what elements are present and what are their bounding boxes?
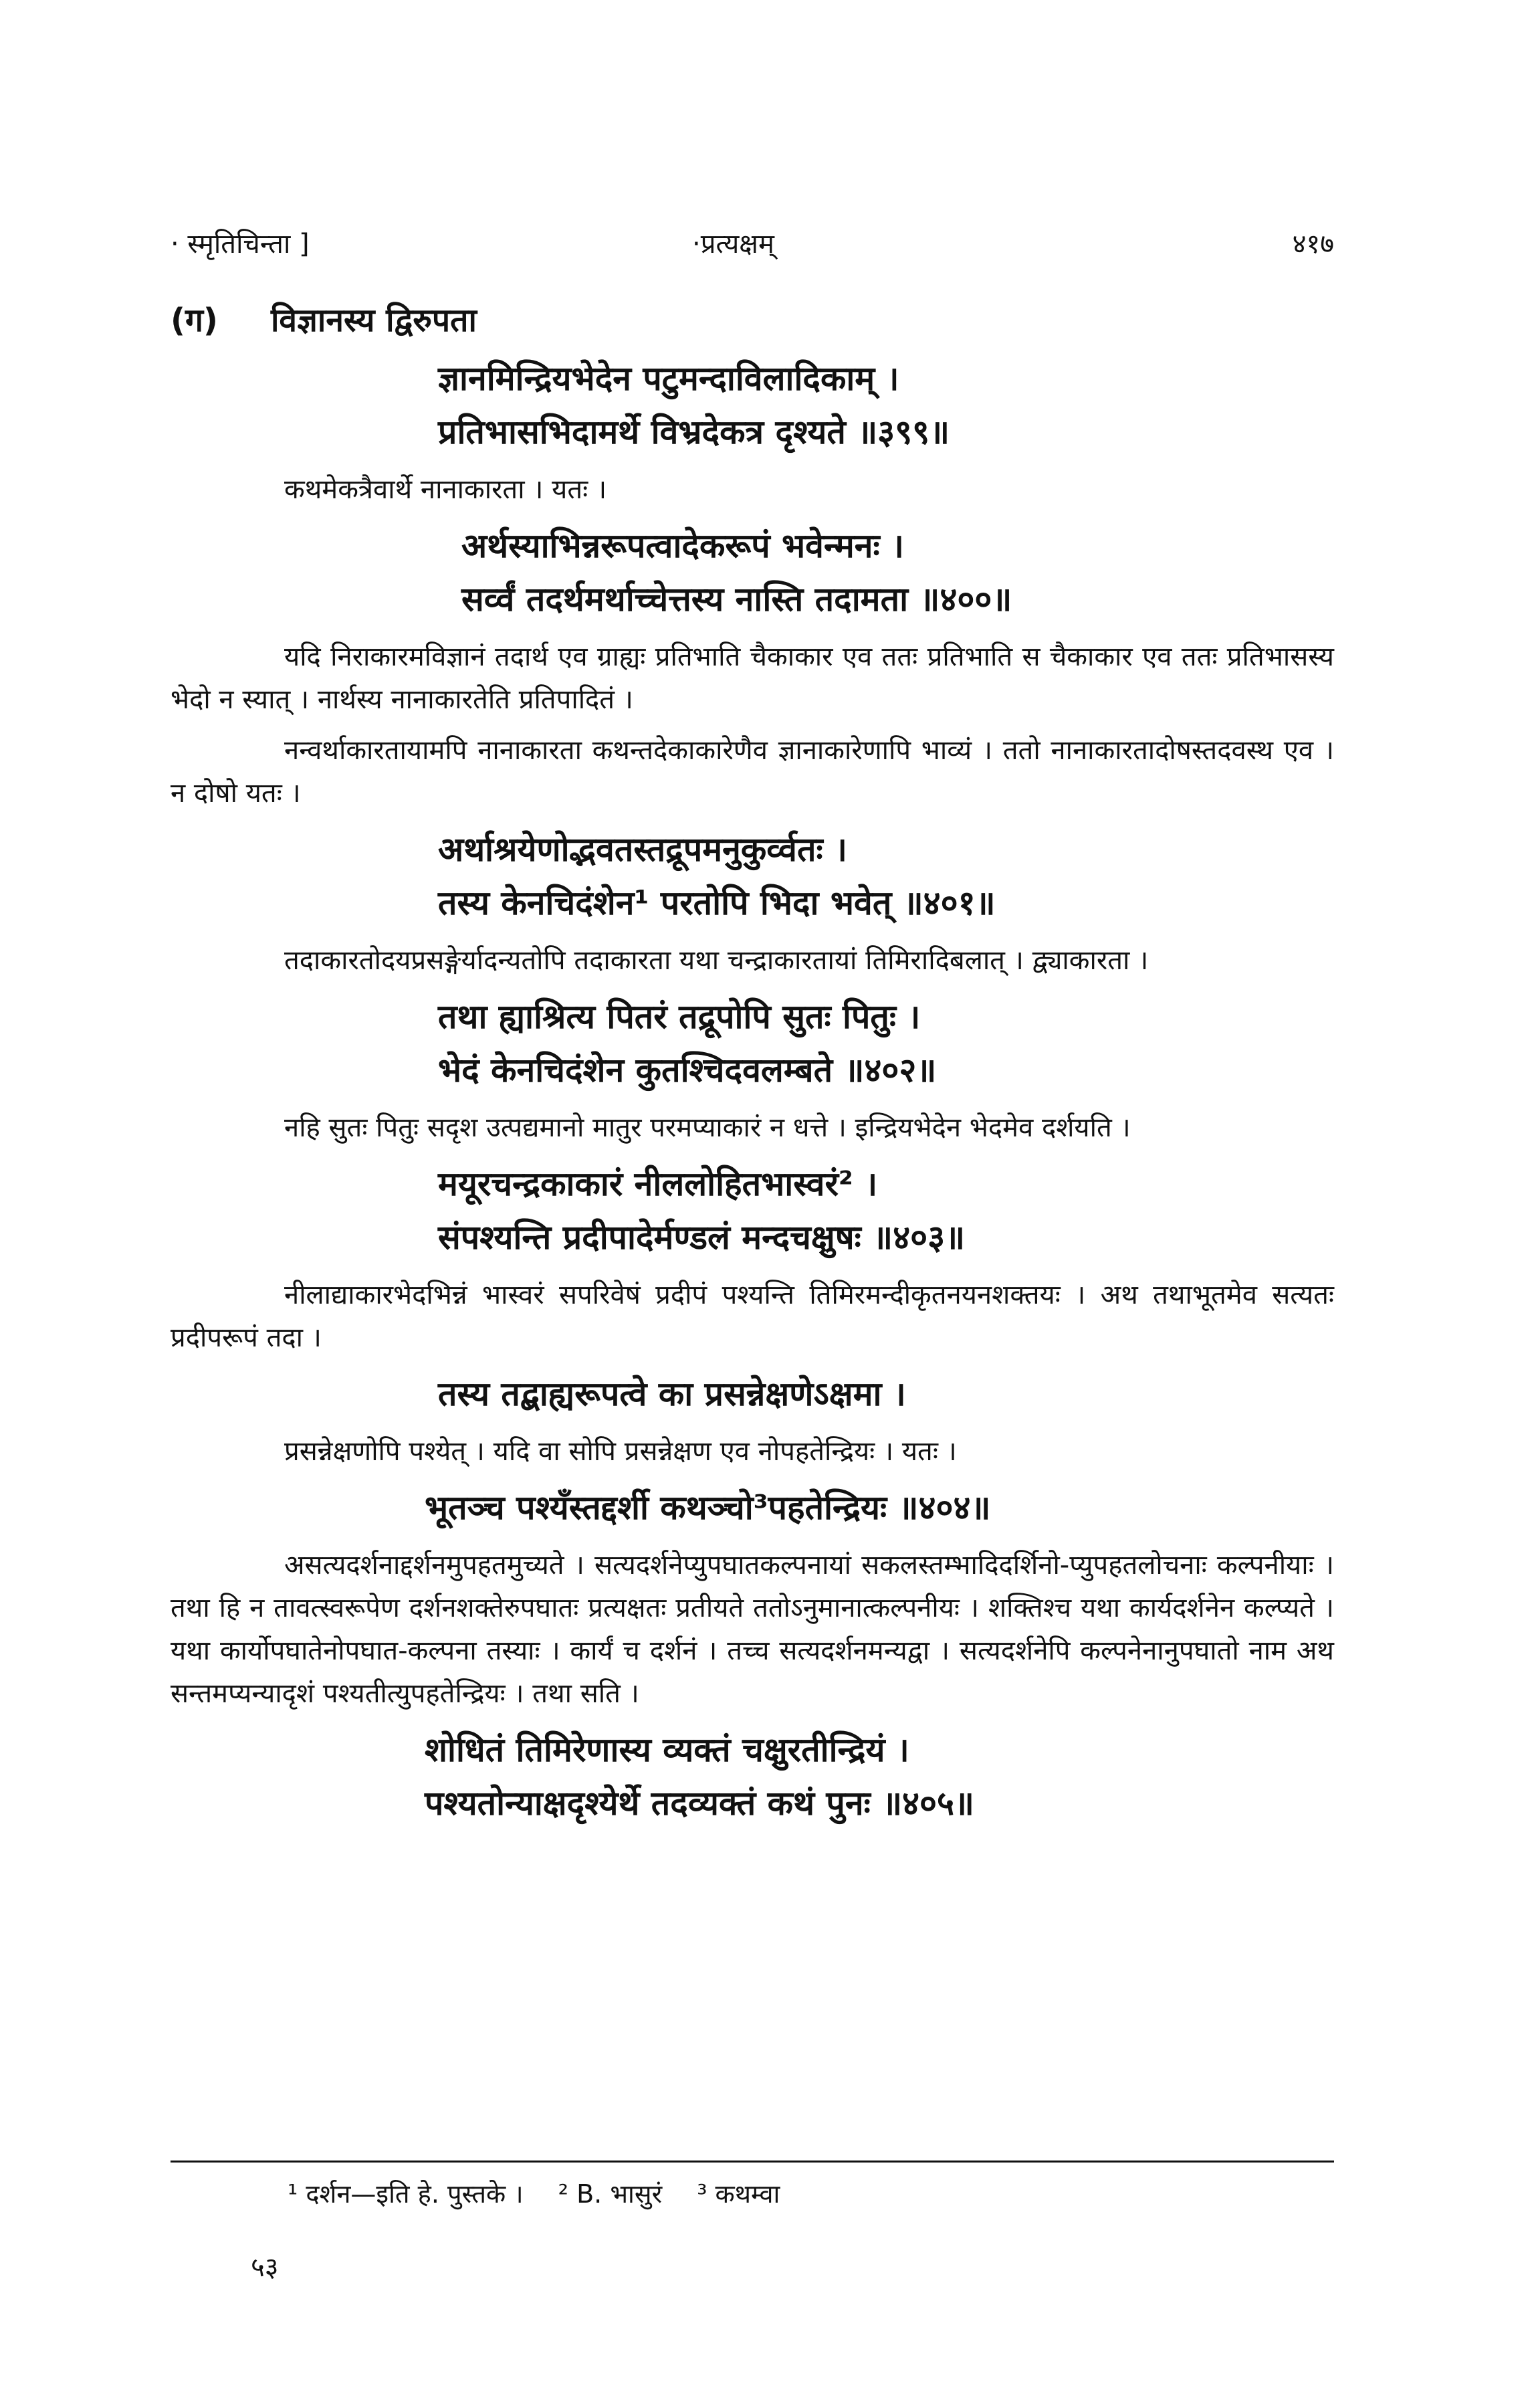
verse-line: अर्थस्याभिन्नरूपत्वादेकरूपं भवेन्मनः । — [461, 526, 904, 565]
footnote-2: ² B. भासुरं — [558, 2179, 663, 2209]
header-chapter-title: · स्मृतिचिन्ता ] — [171, 229, 310, 260]
verse-400 — [171, 519, 1334, 626]
verse-line: ज्ञानमिन्द्रियभेदेन पटुमन्दाविलादिकाम् । — [438, 359, 899, 398]
commentary-paragraph: कथमेकत्रैवार्थे नानाकारता । यतः । — [284, 474, 607, 505]
section-heading — [171, 294, 1334, 346]
commentary-paragraph: तदाकारतोदयप्रसङ्गेर्यादन्यतोपि तदाकारता यथा चन्द्राकारतायां तिमिरादिबलात् । द्व्याकारता । — [284, 945, 1149, 976]
commentary-paragraph: नहि सुतः पितुः सदृश उत्पद्यमानो मातुर परमप्याकारं न धत्ते । इन्द्रियभेदेन भेदमेव दर्शयति । — [284, 1112, 1131, 1143]
verse-line: अर्थाश्रयेणोद्भवतस्तद्रूपमनुकुर्व्वतः । — [438, 830, 847, 869]
verse-line: सर्व्वं तदर्थमर्थाच्चेत्तस्य नास्ति तदामता ॥४००॥ — [461, 580, 1012, 619]
verse-line: पश्यतोन्याक्षदृश्येर्थे तदव्यक्तं कथं पुनः ॥४०५॥ — [425, 1784, 974, 1823]
verse-402 — [171, 990, 1334, 1097]
section-heading-title: विज्ञानस्य द्विरुपता — [271, 302, 477, 339]
sheet-signature-number: ५३ — [251, 2252, 279, 2283]
commentary-paragraph: यदि निराकारमविज्ञानं तदार्थ एव ग्राह्यः प्रतिभाति चैकाकार एव ततः प्रतिभाति स चैकाकार एव ततः प्रतिभासस्य भेदो न स्यात् । नार्थस्य नानाकारतेति प्रतिपादितं । — [171, 641, 1334, 715]
header-section-title: ·प्रत्यक्षम् — [692, 229, 774, 260]
running-header — [171, 224, 1334, 264]
verse-404-first-half — [171, 1367, 1334, 1421]
footnote-divider — [171, 2161, 1334, 2163]
verse-line: प्रतिभासभिदामर्थे विभ्रदेकत्र दृश्यते ॥३९९॥ — [438, 413, 950, 452]
commentary-paragraph: नन्वर्थाकारतायामपि नानाकारता कथन्तदेकाकारेणैव ज्ञानाकारेणापि भाव्यं । ततो नानाकारतादोषस्तदवस्थ एव । न दोषो यतः । — [171, 735, 1334, 809]
commentary-paragraph: असत्यदर्शनाद्दर्शनमुपहतमुच्यते । सत्यदर्शनेप्युपघातकल्पनायां सकलस्तम्भादिदर्शिनो-प्युपहतलोचनाः कल्पनीयाः । तथा हि न तावत्स्वरूपेण दर्शनशक्तेरुपघातः प्रत्यक्षतः प्रतीयते ततोऽनुमानात्कल्पनीयः । शक्तिश्च यथा कार्यदर्शनेन कल्प्यते । यथा कार्योपघातेनोपघात-कल्पना तस्याः । कार्यं च दर्शनं । तच्च सत्यदर्शनमन्यद्वा । सत्यदर्शनेपि कल्पनेनानुपघातो नाम अथ सन्तमप्यन्यादृशं पश्यतीत्युपहतेन्द्रियः । तथा सति । — [171, 1550, 1334, 1709]
footnote-1: ¹ दर्शन—इति हे. पुस्तके । — [288, 2179, 524, 2209]
verse-line: मयूरचन्द्रकाकारं नीललोहितभास्वरं² । — [438, 1165, 878, 1203]
verse-line: भेदं केनचिदंशेन कुतश्चिदवलम्बते ॥४०२॥ — [438, 1051, 937, 1090]
page-number: ४१७ — [1292, 229, 1334, 260]
verse-401 — [171, 823, 1334, 930]
page-body — [171, 294, 1334, 1839]
section-heading-mark: (ग) — [171, 302, 218, 339]
verse-line: तस्य केनचिदंशेन¹ परतोपि भिदा भवेत् ॥४०१॥ — [438, 884, 996, 922]
commentary-paragraph: प्रसन्नेक्षणोपि पश्येत् । यदि वा सोपि प्रसन्नेक्षण एव नोपहतेन्द्रियः । यतः । — [284, 1436, 957, 1467]
verse-line: संपश्यन्ति प्रदीपादेर्मण्डलं मन्दचक्षुषः ॥४०३॥ — [438, 1218, 966, 1257]
verse-line: शोधितं तिमिरेणास्य व्यक्तं चक्षुरतीन्द्रियं । — [425, 1730, 909, 1769]
commentary-paragraph: नीलाद्याकारभेदभिन्नं भास्वरं सपरिवेषं प्रदीपं पश्यन्ति तिमिरमन्दीकृतनयनशक्तयः । अथ तथाभूतमेव सत्यतः प्रदीपरूपं तदा । — [171, 1280, 1334, 1353]
footnotes — [288, 2171, 806, 2217]
verse-403 — [171, 1157, 1334, 1264]
verse-399 — [171, 352, 1334, 459]
verse-line: भूतञ्च पश्यँस्तद्दर्शी कथञ्चो³पहतेन्द्रियः ॥४०४॥ — [425, 1488, 991, 1527]
verse-404-second-half — [171, 1481, 1334, 1534]
verse-line: तथा ह्याश्रित्य पितरं तद्रूपोपि सुतः पितुः । — [438, 997, 921, 1036]
footnote-3: ³ कथम्वा — [697, 2179, 780, 2209]
verse-405 — [171, 1723, 1334, 1830]
verse-line: तस्य तद्बाह्यरूपत्वे का प्रसन्नेक्षणेऽक्षमा । — [438, 1375, 906, 1413]
